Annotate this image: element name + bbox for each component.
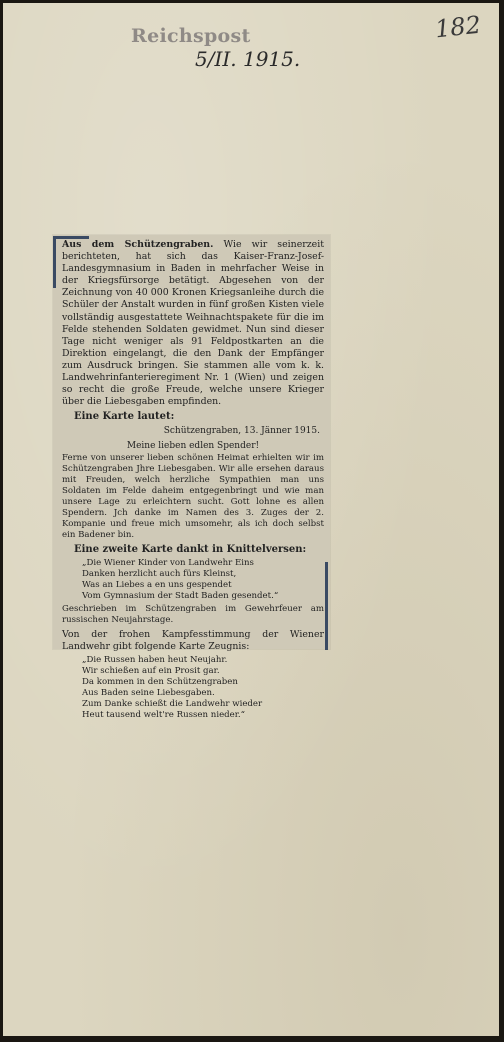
card2-written-note: Geschrieben im Schützengraben im Gewehrfeuer am russischen Neujahrstage.	[62, 603, 324, 625]
clipping-text	[62, 239, 324, 723]
handwritten-date: 5/II. 1915.	[195, 47, 301, 71]
verse-line: Danken herzlicht auch fürs Kleinst,	[82, 568, 237, 579]
article-heading: Aus dem Schützengraben.	[62, 239, 214, 250]
blue-pencil-mark-left	[53, 236, 56, 288]
verse-line: Zum Danke schießt die Landwehr wieder	[82, 698, 263, 709]
card1-body: Ferne von unserer lieben schönen Heimat erhielten wir im Schützengraben Jhre Liebesgaben. Wir alle ersehen daraus mit Freuden, welch herzliche Sympathien man uns Soldaten im Felde daheim entgegenbringt und wie man unsere Lage zu erleichtern sucht. Gott lohne es allen Spendern. Jch danke im Namen des 3. Zuges der 2. Kompanie und freue mich umsomehr, als ich doch selbst ein Badener bin.	[62, 452, 324, 540]
verse-line: Wir schießen auf ein Prosit gar.	[82, 665, 220, 676]
card3-intro: Von der frohen Kampfesstimmung der Wiener Landwehr gibt folgende Karte Zeugnis:	[62, 628, 324, 652]
verse-line: Aus Baden seine Liebesgaben.	[82, 687, 215, 698]
card1-place-date: Schützengraben, 13. Jänner 1915.	[163, 426, 320, 437]
verse-line: Heut tausend welt're Russen nieder.“	[82, 709, 246, 720]
card1-intro: Eine Karte lautet:	[74, 411, 175, 423]
card2-intro: Eine zweite Karte dankt in Knittelversen:	[74, 543, 307, 555]
article-intro-text: Wie wir seinerzeit berichteten, hat sich das Kaiser-Franz-Josef-Landesgymnasium in Baden in mehrfacher Weise in der Kriegsfürsorge betätigt. Abgesehen von der Zeichnung von 40 000 Kronen Kriegsanleihe durch die Schüler der Anstalt wurden in fünf großen Kisten viele vollständig ausgestattete Weihnachtspakete für die im Felde stehenden Soldaten gewidmet. Nun sind dieser Tage nicht weniger als 91 Feldpostkarten an die Direktion eingelangt, die den Dank der Empfänger zum Ausdruck bringen. Sie stammen alle vom k. k. Landwehrinfanterieregiment Nr. 1 (Wien) und zeigen so recht die große Freude, welche unsere Krieger über die Liebesgaben empfinden.	[62, 239, 324, 408]
blue-pencil-mark-right	[325, 562, 328, 650]
handwritten-page-number: 182	[433, 10, 483, 44]
verse-line: Da kommen in den Schützengraben	[82, 676, 238, 687]
card1-salutation: Meine lieben edlen Spender!	[126, 440, 260, 451]
newspaper-clipping	[53, 235, 330, 720]
verse-line: Vom Gymnasium der Stadt Baden gesendet.“	[82, 590, 279, 601]
verse-line: Was an Liebes a en uns gespendet	[82, 579, 232, 590]
verse-line: „Die Wiener Kinder von Landwehr Eins	[82, 557, 254, 568]
card3-verse	[82, 655, 324, 721]
blue-pencil-mark-top	[53, 236, 89, 239]
verse-line: „Die Russen haben heut Neujahr.	[82, 654, 228, 665]
newspaper-stamp: Reichspost	[131, 25, 251, 47]
article-intro-paragraph	[62, 239, 324, 408]
card2-verse	[82, 558, 324, 602]
